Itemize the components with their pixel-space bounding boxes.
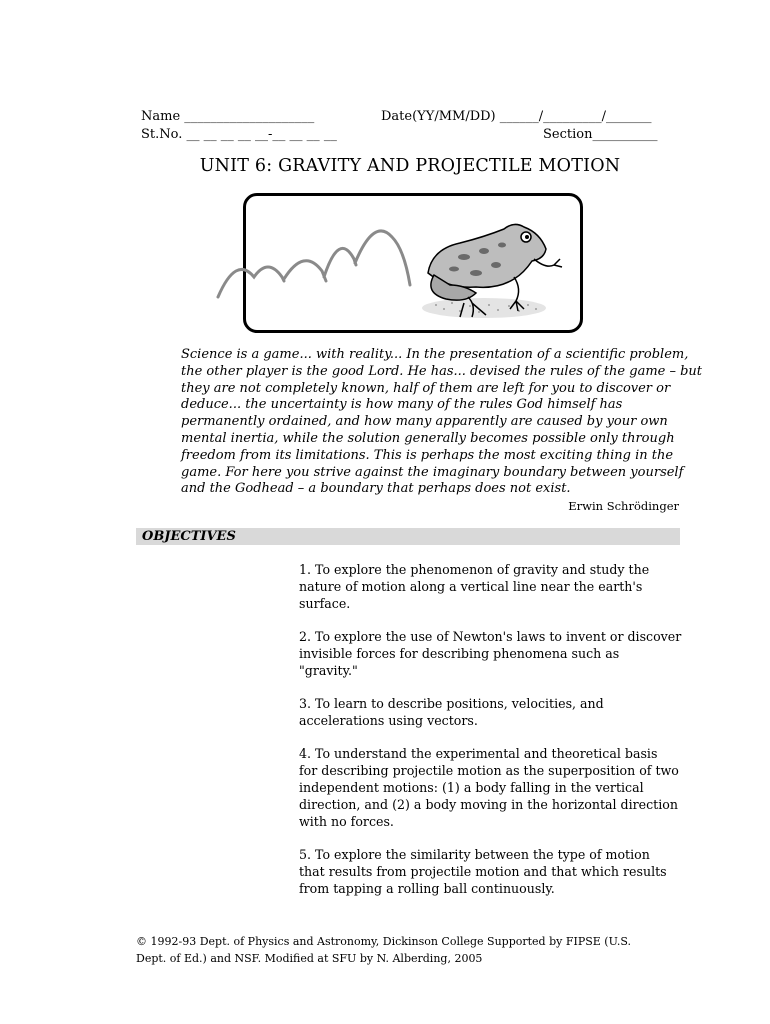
objective-line: 2. To explore the use of Newton's laws to invent or discover: [299, 629, 682, 644]
page-title-text: UNIT 6: GRAVITY AND PROJECTILE MOTION: [199, 156, 621, 176]
objectives-heading-bar: [136, 528, 680, 545]
quote-author: Erwin Schrödinger: [568, 499, 679, 513]
section-field-label: Section__________: [543, 127, 658, 142]
quote-line: permanently ordained, and how many apparently are caused by your own: [181, 414, 668, 430]
objective-item: [299, 847, 689, 898]
page-title: [0, 156, 770, 176]
objective-item: [299, 562, 689, 613]
objective-line: 3. To learn to describe positions, velocities, and: [299, 696, 604, 711]
copyright-footer: [136, 934, 631, 967]
objective-line: nature of motion along a vertical line near the earth's: [299, 578, 643, 594]
objective-line: direction, and (2) a body moving in the horizontal direction: [299, 796, 678, 812]
objective-line: 1. To explore the phenomenon of gravity and study the: [299, 562, 650, 577]
objective-line: for describing projectile motion as the superposition of two: [299, 762, 679, 778]
name-field-label: Name ____________________: [141, 109, 315, 124]
objective-line: accelerations using vectors.: [299, 712, 478, 728]
jumping-frog-icon: [214, 193, 574, 333]
quote-line: mental inertia, while the solution generally becomes possible only through: [181, 430, 675, 446]
schrodinger-quote: [181, 347, 703, 498]
objective-item: [299, 629, 689, 680]
quote-line: freedom from its limitations. This is perhaps the most exciting thing in the: [181, 447, 674, 463]
objective-line: that results from projectile motion and that which results: [299, 863, 667, 879]
objective-line: "gravity.": [299, 662, 358, 678]
objective-line: with no forces.: [299, 813, 394, 829]
objective-item: [299, 696, 689, 730]
objective-line: independent motions: (1) a body falling in the vertical: [299, 779, 644, 795]
quote-line: and the Godhead – a boundary that perhaps does not exist.: [181, 481, 571, 497]
quote-line: Science is a game... with reality... In the presentation of a scientific problem,: [181, 347, 689, 362]
date-field-label: Date(YY/MM/DD) ______/_________/_______: [381, 109, 652, 124]
objective-line: surface.: [299, 595, 351, 611]
quote-line: the other player is the good Lord. He has... devised the rules of the game – but: [181, 363, 703, 379]
objectives-heading: OBJECTIVES: [142, 529, 236, 544]
objective-line: 5. To explore the similarity between the type of motion: [299, 847, 650, 862]
objective-line: from tapping a rolling ball continuously.: [299, 880, 555, 896]
frog-illustration-frame: [243, 193, 583, 333]
objective-line: invisible forces for describing phenomena such as: [299, 645, 620, 661]
quote-line: deduce... the uncertainty is how many of the rules God himself has: [181, 397, 623, 413]
objective-item: [299, 746, 689, 831]
student-number-field-label: St.No. __ __ __ __ __-__ __ __ __: [141, 127, 337, 142]
footer-line: Dept. of Ed.) and NSF. Modified at SFU by N. Alberding, 2005: [136, 951, 483, 965]
objective-line: 4. To understand the experimental and theoretical basis: [299, 746, 658, 761]
quote-line: game. For here you strive against the imaginary boundary between yourself: [181, 464, 684, 480]
quote-line: they are not completely known, half of them are left for you to discover or: [181, 380, 671, 396]
footer-line: © 1992-93 Dept. of Physics and Astronomy, Dickinson College Supported by FIPSE (U.S.: [136, 935, 631, 948]
